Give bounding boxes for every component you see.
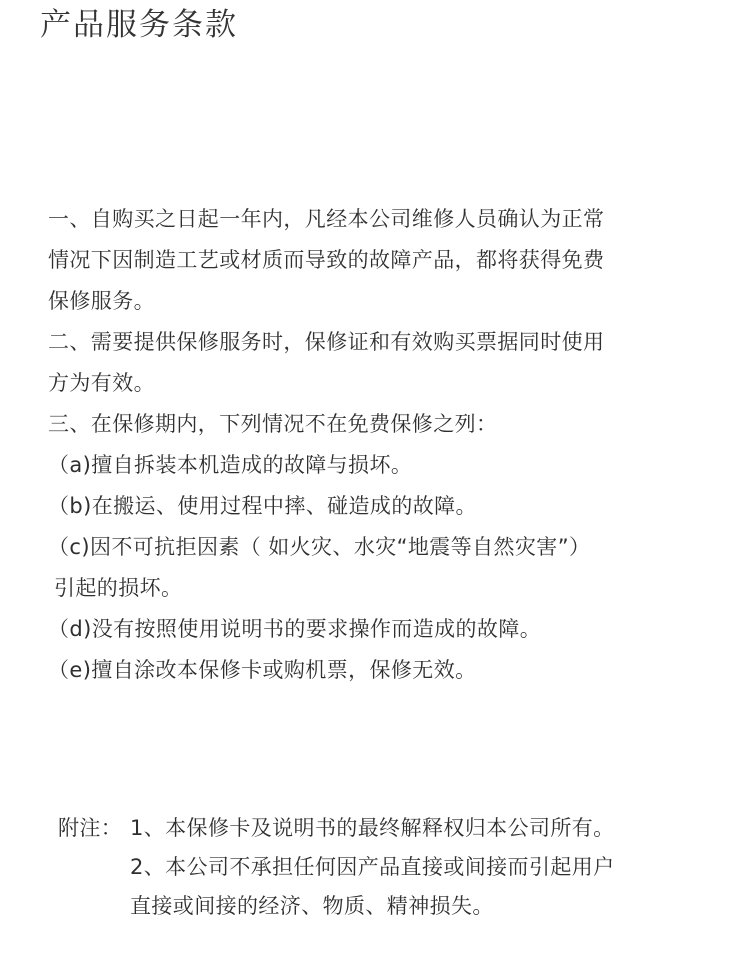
footnote bbox=[58, 809, 615, 926]
term-1-line-2: 情况下因制造工艺或材质而导致的故障产品，都将获得免费 bbox=[48, 248, 605, 272]
terms-body bbox=[48, 199, 708, 691]
term-2-line-2: 方为有效。 bbox=[48, 371, 155, 395]
term-3-item-a: （a)擅自拆装本机造成的故障与损坏。 bbox=[48, 453, 413, 477]
term-3-item-e: （e)擅自涂改本保修卡或购机票，保修无效。 bbox=[48, 658, 477, 682]
term-3-item-d: （d)没有按照使用说明书的要求操作而造成的故障。 bbox=[48, 617, 542, 641]
term-2-line-1: 二、需要提供保修服务时，保修证和有效购买票据同时使用 bbox=[48, 330, 605, 354]
term-3-heading: 三、在保修期内，下列情况不在免费保修之列： bbox=[48, 412, 498, 436]
footnote-note-2-line-1: 2、本公司不承担任何因产品直接或间接而引起用户 bbox=[130, 855, 615, 879]
footnote-note-1: 1、本保修卡及说明书的最终解释权归本公司所有。 bbox=[130, 816, 615, 840]
term-1-line-1: 一、自购买之日起一年内，凡经本公司维修人员确认为正常 bbox=[48, 207, 605, 231]
page-title: 产品服务条款 bbox=[40, 7, 238, 43]
term-1-line-3: 保修服务。 bbox=[48, 289, 155, 313]
term-3-item-c-line-1: （c)因不可抗拒因素（ 如火灾、水灾“地震等自然灾害”） bbox=[48, 535, 591, 559]
footnote-label: 附注： bbox=[58, 816, 123, 840]
footnote-note-2-line-2: 直接或间接的经济、物质、精神损失。 bbox=[130, 894, 494, 918]
footnote-row-1 bbox=[58, 809, 615, 848]
term-3-item-c-line-2: 引起的损坏。 bbox=[54, 576, 183, 600]
term-3-item-b: （b)在搬运、使用过程中摔、碰造成的故障。 bbox=[48, 494, 477, 518]
